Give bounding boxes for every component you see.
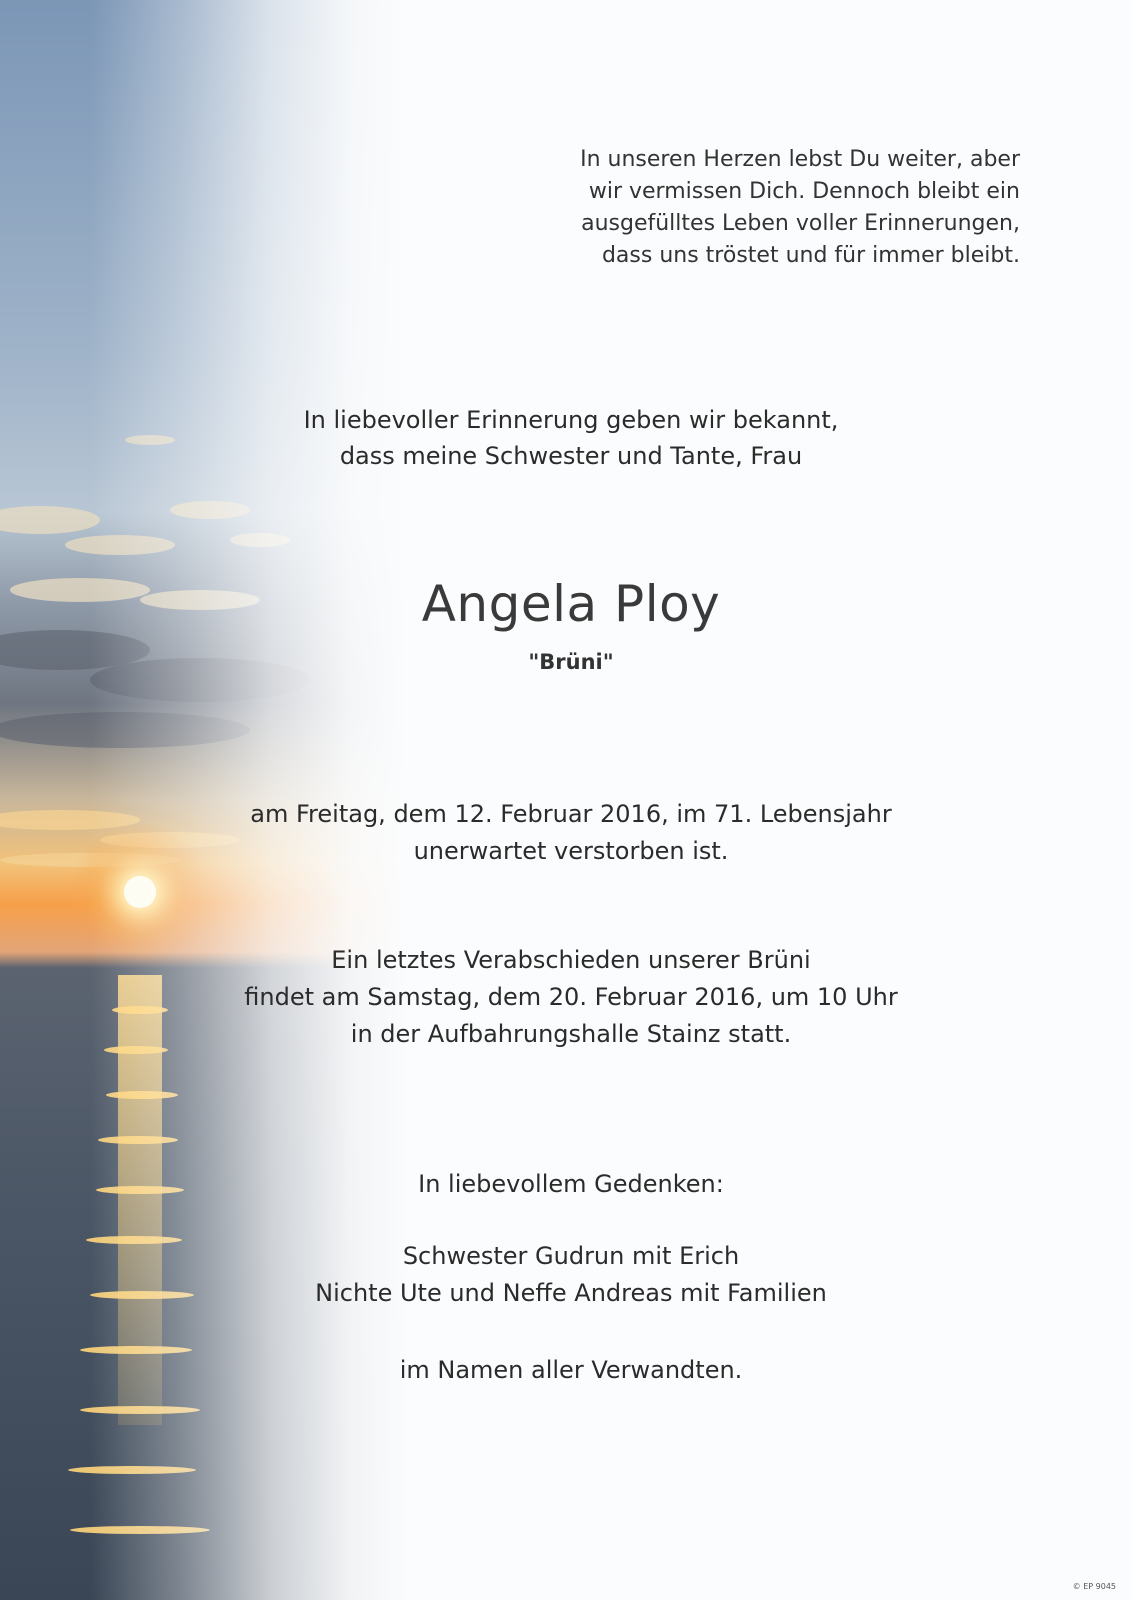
motto-line: ausgefülltes Leben voller Erinnerungen,: [581, 211, 1020, 236]
service-line: in der Aufbahrungshalle Stainz statt.: [350, 1020, 792, 1048]
death-line: unerwartet verstorben ist.: [413, 837, 729, 865]
memory-heading: In liebevollem Gedenken:: [418, 1170, 724, 1198]
death-notice: [170, 796, 972, 870]
mourners-list: [210, 1238, 932, 1312]
service-line: Ein letztes Verabschieden unserer Brüni: [331, 946, 811, 974]
deceased-name: Angela Ploy: [421, 575, 721, 633]
intro-line: In liebevoller Erinnerung geben wir bekannt,: [303, 406, 839, 434]
closing-line: im Namen aller Verwandten.: [399, 1356, 743, 1384]
print-code: © EP 9045: [1072, 1582, 1116, 1591]
motto-line: dass uns tröstet und für immer bleibt.: [601, 243, 1020, 268]
mourner-line: Schwester Gudrun mit Erich: [402, 1242, 740, 1270]
deceased-nickname: "Brüni": [528, 650, 614, 674]
motto-verse: [520, 144, 1020, 272]
farewell-service-info: [170, 942, 972, 1053]
announcement-intro: [210, 402, 932, 474]
death-line: am Freitag, dem 12. Februar 2016, im 71. Lebensjahr: [250, 800, 892, 828]
intro-line: dass meine Schwester und Tante, Frau: [339, 442, 803, 470]
motto-line: In unseren Herzen lebst Du weiter, aber: [580, 147, 1020, 172]
service-line: findet am Samstag, dem 20. Februar 2016, um 10 Uhr: [244, 983, 898, 1011]
motto-line: wir vermissen Dich. Dennoch bleibt ein: [588, 179, 1020, 204]
mourner-line: Nichte Ute und Neffe Andreas mit Familien: [315, 1279, 827, 1307]
